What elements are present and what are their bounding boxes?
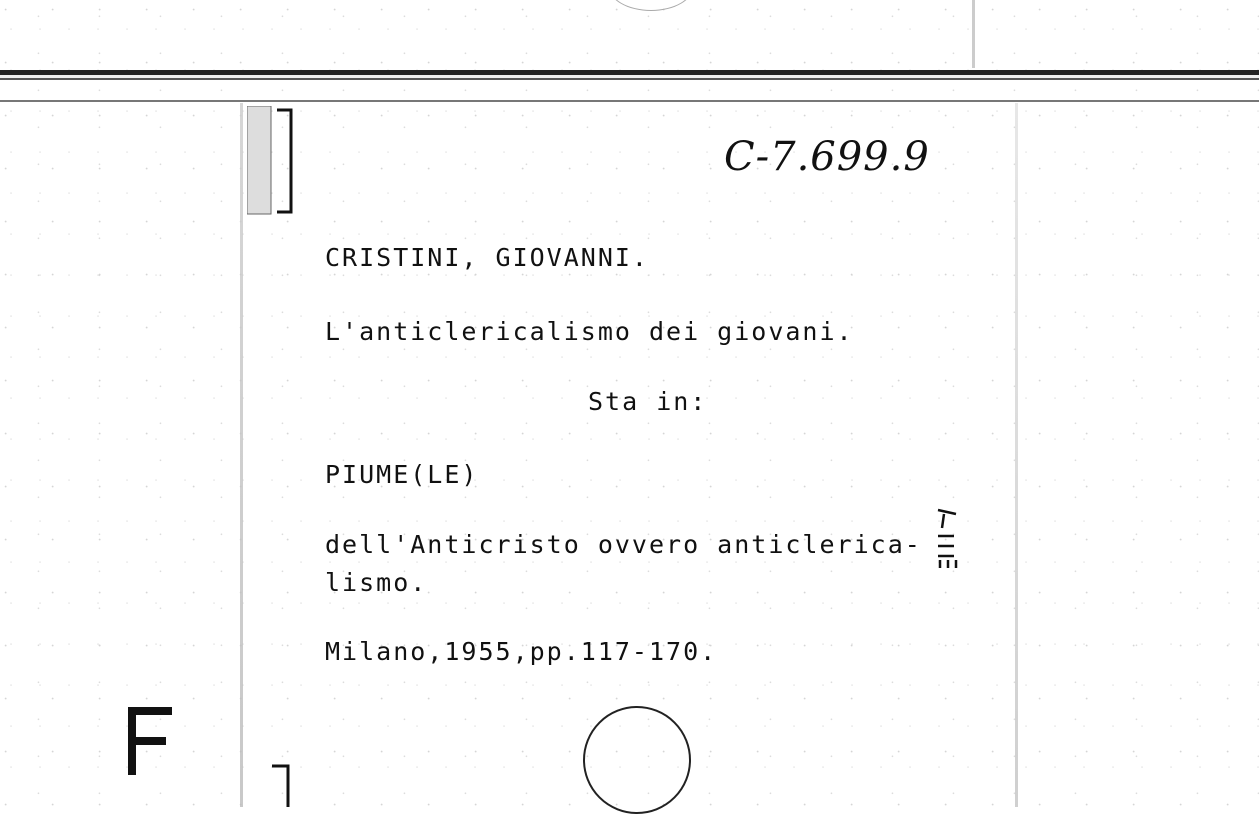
contained-in-label: Sta in: <box>588 387 708 416</box>
card-left-edge <box>240 103 243 807</box>
handwritten-mark-icon <box>934 506 960 570</box>
top-arc <box>608 0 694 11</box>
series-title: PIUME(LE) <box>325 460 479 489</box>
bottom-bracket-icon <box>270 762 300 807</box>
call-number: C-7.699.9 <box>724 134 930 180</box>
circle-stamp-icon <box>583 706 691 814</box>
author-line: CRISTINI, GIOVANNI. <box>325 243 649 272</box>
card-right-edge <box>1015 103 1018 807</box>
letter-f-icon <box>122 705 174 777</box>
second-rule <box>0 100 1259 102</box>
clip-bracket-icon <box>247 106 293 216</box>
title-line: L'anticlericalismo dei giovani. <box>325 317 854 346</box>
imprint-line: Milano,1955,pp.117-170. <box>325 637 718 666</box>
series-subtitle-line1: dell'Anticristo ovvero anticlerica- <box>325 530 922 559</box>
top-card-edge <box>972 0 975 68</box>
series-subtitle-line2: lismo. <box>325 568 428 597</box>
top-rule <box>0 70 1259 75</box>
